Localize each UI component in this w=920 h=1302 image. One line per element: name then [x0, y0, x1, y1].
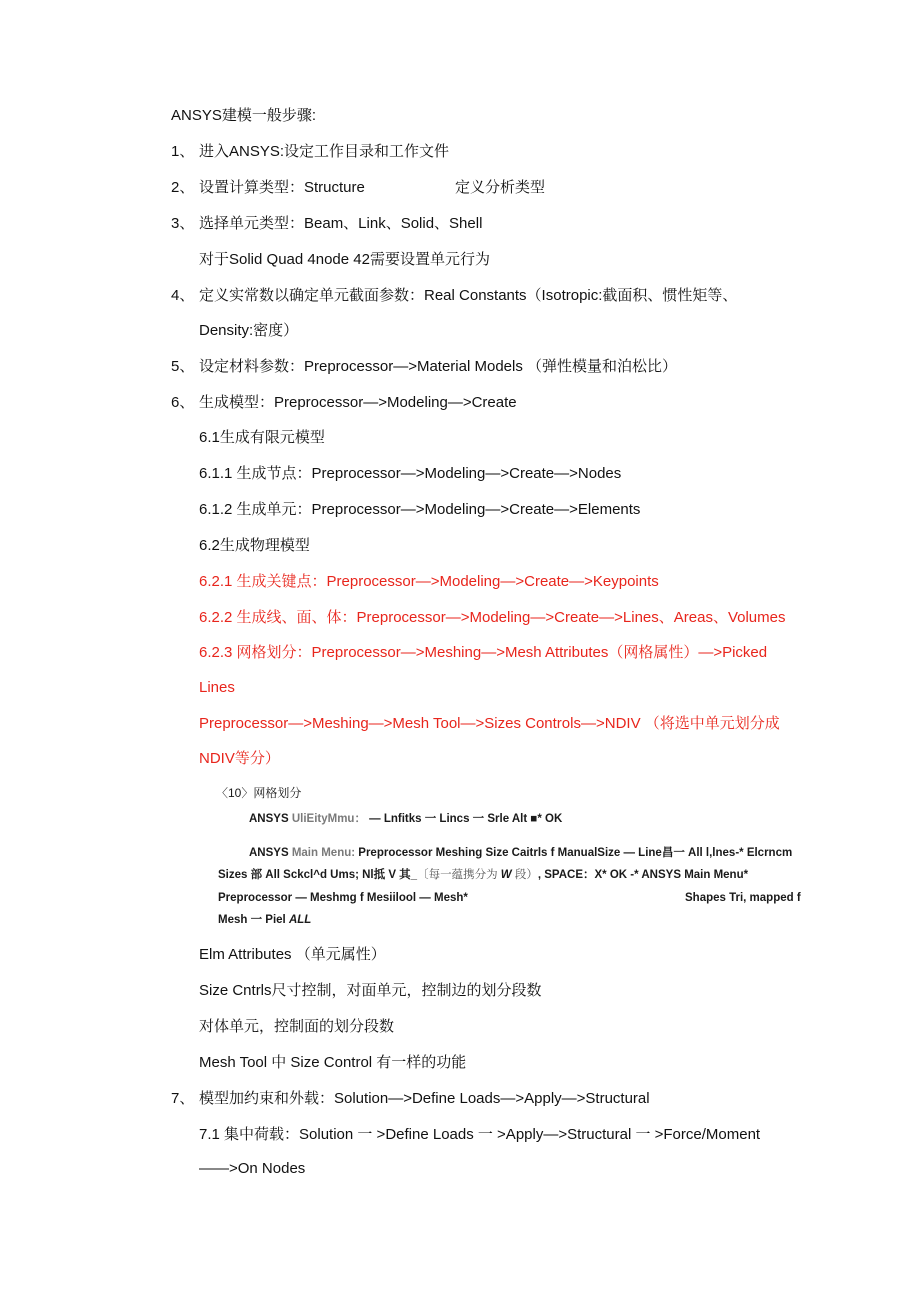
sub-step-highlight: Lines: [199, 679, 235, 696]
step-number: 4、: [171, 287, 195, 304]
snippet-text: W: [500, 869, 512, 881]
snippet-text: Mesh 一 Piel: [218, 914, 289, 926]
step-text: 选择单元类型：Beam、Link、Solid、Shell: [199, 215, 483, 232]
snippet-text: Sizes 部 All Sckcl^d Ums; Nl抵 V 其_: [218, 869, 418, 881]
sub-step-highlight: Preprocessor—>Meshing—>Mesh Tool—>Sizes Controls—>NDIV （将选中单元划分成: [199, 715, 780, 732]
step-text: 设定材料参数：Preprocessor—>Material Models （弹性模量和泊松比）: [199, 358, 678, 375]
step-text: 进入ANSYS:设定工作目录和工作文件: [199, 143, 450, 160]
snippet-text: Preprocessor Meshing Size Caitrls f ManualSize — Line昌一 All l,lnes-* Elcrncm: [355, 847, 793, 859]
sub-step-highlight: 6.2.2 生成线、面、体：Preprocessor—>Modeling—>Create—>Lines、Areas、Volumes: [199, 609, 786, 626]
step-2: [171, 178, 365, 198]
sub-step: 6.1.1 生成节点：Preprocessor—>Modeling—>Create—>Nodes: [199, 465, 622, 482]
snippet-text: 〔每一蕴携分为: [417, 869, 498, 881]
sub-step: 6.2生成物理模型: [199, 537, 310, 554]
snippet-line-3: [218, 867, 748, 883]
step-3-sub: 对于Solid Quad 4node 42需要设置单元行为: [199, 251, 490, 268]
snippet-text: — Lnfitks 一 Lincs 一 Srle Alt ■* OK: [365, 813, 563, 825]
sub-step: 6.1.2 生成单元：Preprocessor—>Modeling—>Create—>Elements: [199, 501, 641, 518]
step-number: 5、: [171, 358, 195, 375]
snippet-text: , SPACE：X* OK -* ANSYS Main Menu*: [537, 869, 749, 881]
step-7-cont: ——>On Nodes: [199, 1160, 306, 1177]
snippet-text: ANSYS: [249, 813, 292, 825]
snippet-text: ANSYS: [249, 847, 292, 859]
snippet-line-4a: Preprocessor — Meshmg f Mesiilool — Mesh*: [218, 892, 468, 904]
step-3: [171, 214, 482, 234]
snippet-line-4b: Shapes Tri, mapped f: [685, 892, 801, 904]
snippet-line-5: [218, 912, 311, 928]
note-line: Elm Attributes （单元属性）: [199, 946, 386, 963]
snippet-text: 段）: [514, 869, 538, 881]
step-6: [171, 393, 517, 413]
note-line: Mesh Tool 中 Size Control 有一样的功能: [199, 1054, 467, 1071]
step-text: 定义实常数以确定单元截面参数：Real Constants（Isotropic:截面积、惯性矩等、: [199, 287, 738, 304]
step-text: 模型加约束和外载：Solution—>Define Loads—>Apply—>Structural: [199, 1090, 650, 1107]
note-line: 对体单元，控制面的划分段数: [199, 1018, 395, 1035]
step-2-note: 定义分析类型: [455, 179, 546, 196]
snippet-text: ALL: [288, 914, 312, 926]
snippet-text: UliEityMmu：: [291, 813, 366, 825]
step-number: 7、: [171, 1090, 195, 1107]
step-7-sub: 7.1 集中荷载：Solution 一 >Define Loads 一 >Apply—>Structural 一 >Force/Moment: [199, 1126, 761, 1143]
step-text: 设置计算类型：Structure: [199, 179, 365, 196]
step-text: 生成模型：Preprocessor—>Modeling—>Create: [199, 394, 517, 411]
sub-step-highlight: NDIV等分）: [199, 750, 280, 767]
snippet-line-2: [249, 845, 792, 861]
step-number: 2、: [171, 179, 195, 196]
sub-step-highlight: 6.2.3 网格划分：Preprocessor—>Meshing—>Mesh Attributes（网格属性）—>Picked: [199, 644, 768, 661]
note-line: Size Cntrls尺寸控制，对面单元，控制边的划分段数: [199, 982, 542, 999]
step-7: [171, 1089, 650, 1109]
step-number: 1、: [171, 143, 195, 160]
snippet-line-1: [249, 811, 562, 827]
step-4: [171, 286, 737, 306]
snippet-caption: 〈10〉网格划分: [216, 786, 302, 800]
step-number: 3、: [171, 215, 195, 232]
step-4-cont: Density:密度）: [199, 322, 299, 339]
step-number: 6、: [171, 394, 195, 411]
snippet-text: Main Menu:: [291, 847, 356, 859]
step-1: [171, 142, 449, 162]
step-5: [171, 357, 677, 377]
sub-step-highlight: 6.2.1 生成关键点：Preprocessor—>Modeling—>Create—>Keypoints: [199, 573, 659, 590]
sub-step: 6.1生成有限元模型: [199, 429, 325, 446]
document-title: ANSYS建模一般步骤:: [171, 107, 317, 124]
